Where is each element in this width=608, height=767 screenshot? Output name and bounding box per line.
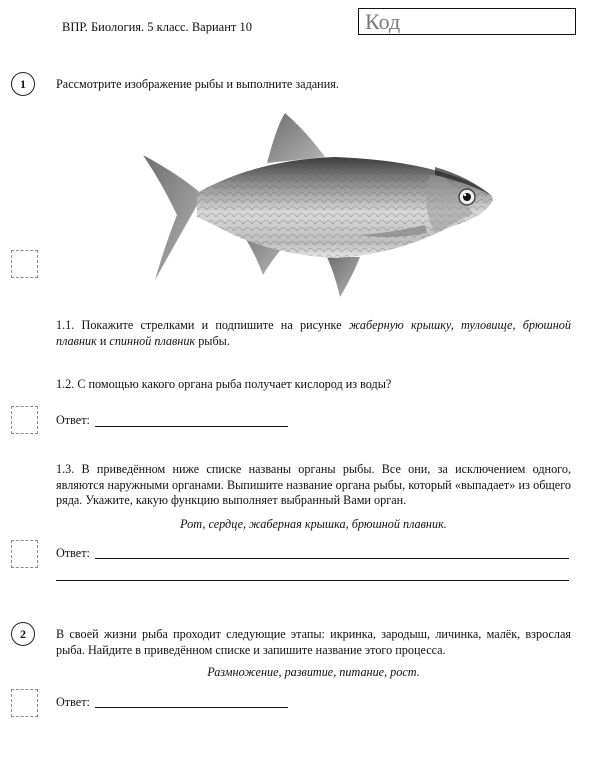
answer-line-1-2[interactable]: [95, 426, 288, 427]
task-1-1: [56, 318, 571, 349]
task-1-1-prefix: 1.1. Покажите стрелками и подпишите на рисунке: [56, 318, 349, 332]
answer-line-1-3a[interactable]: [95, 558, 569, 559]
task-1-1-term-dorsal: спинной плавник: [109, 333, 196, 348]
task-1-1-terms: жаберную крышку, туловище, брюшной плавник: [56, 318, 571, 348]
score-box-2[interactable]: [11, 689, 38, 717]
question-1-intro: Рассмотрите изображение рыбы и выполните задания.: [56, 77, 339, 91]
code-label: Код: [365, 9, 401, 34]
task-1-2: 1.2. С помощью какого органа рыба получает кислород из воды?: [56, 377, 392, 391]
question-number-1: 1: [11, 72, 35, 96]
answer-line-1-3b[interactable]: [56, 580, 569, 581]
score-box-1-3[interactable]: [11, 540, 38, 568]
task-1-3: 1.3. В приведённом ниже списке названы органы рыбы. Все они, за исключением одного, являются наружными органами. Выпишите название органа рыбы, который «выпадает» из общего ряда. Укажите, какую функцию выполняет выбранный Вами орган.: [56, 462, 571, 507]
anal-fin: [327, 257, 360, 297]
task-1-3-options: Рот, сердце, жаберная крышка, брюшной плавник.: [180, 517, 447, 531]
score-box-1-1[interactable]: [11, 250, 38, 278]
answer-label-1-3: Ответ:: [56, 546, 90, 560]
task-1-1-suffix: рыбы.: [195, 333, 230, 348]
fish-image: [135, 105, 500, 300]
answer-label-2: Ответ:: [56, 695, 90, 709]
code-field[interactable]: [358, 8, 576, 35]
answer-label-1-2: Ответ:: [56, 413, 90, 427]
question-2-options: Размножение, развитие, питание, рост.: [207, 665, 420, 679]
header-title: ВПР. Биология. 5 класс. Вариант 10: [62, 20, 252, 34]
answer-line-2[interactable]: [95, 707, 288, 708]
dorsal-fin: [267, 113, 325, 163]
question-number-2: 2: [11, 622, 35, 646]
question-2-text: В своей жизни рыба проходит следующие этапы: икринка, зародыш, личинка, малёк, взрослая рыба. Найдите в приведённом списке и запишите название этого процесса.: [56, 627, 571, 657]
task-1-1-conj: и: [96, 333, 110, 348]
score-box-1-2[interactable]: [11, 406, 38, 434]
tail-fin: [143, 155, 203, 280]
